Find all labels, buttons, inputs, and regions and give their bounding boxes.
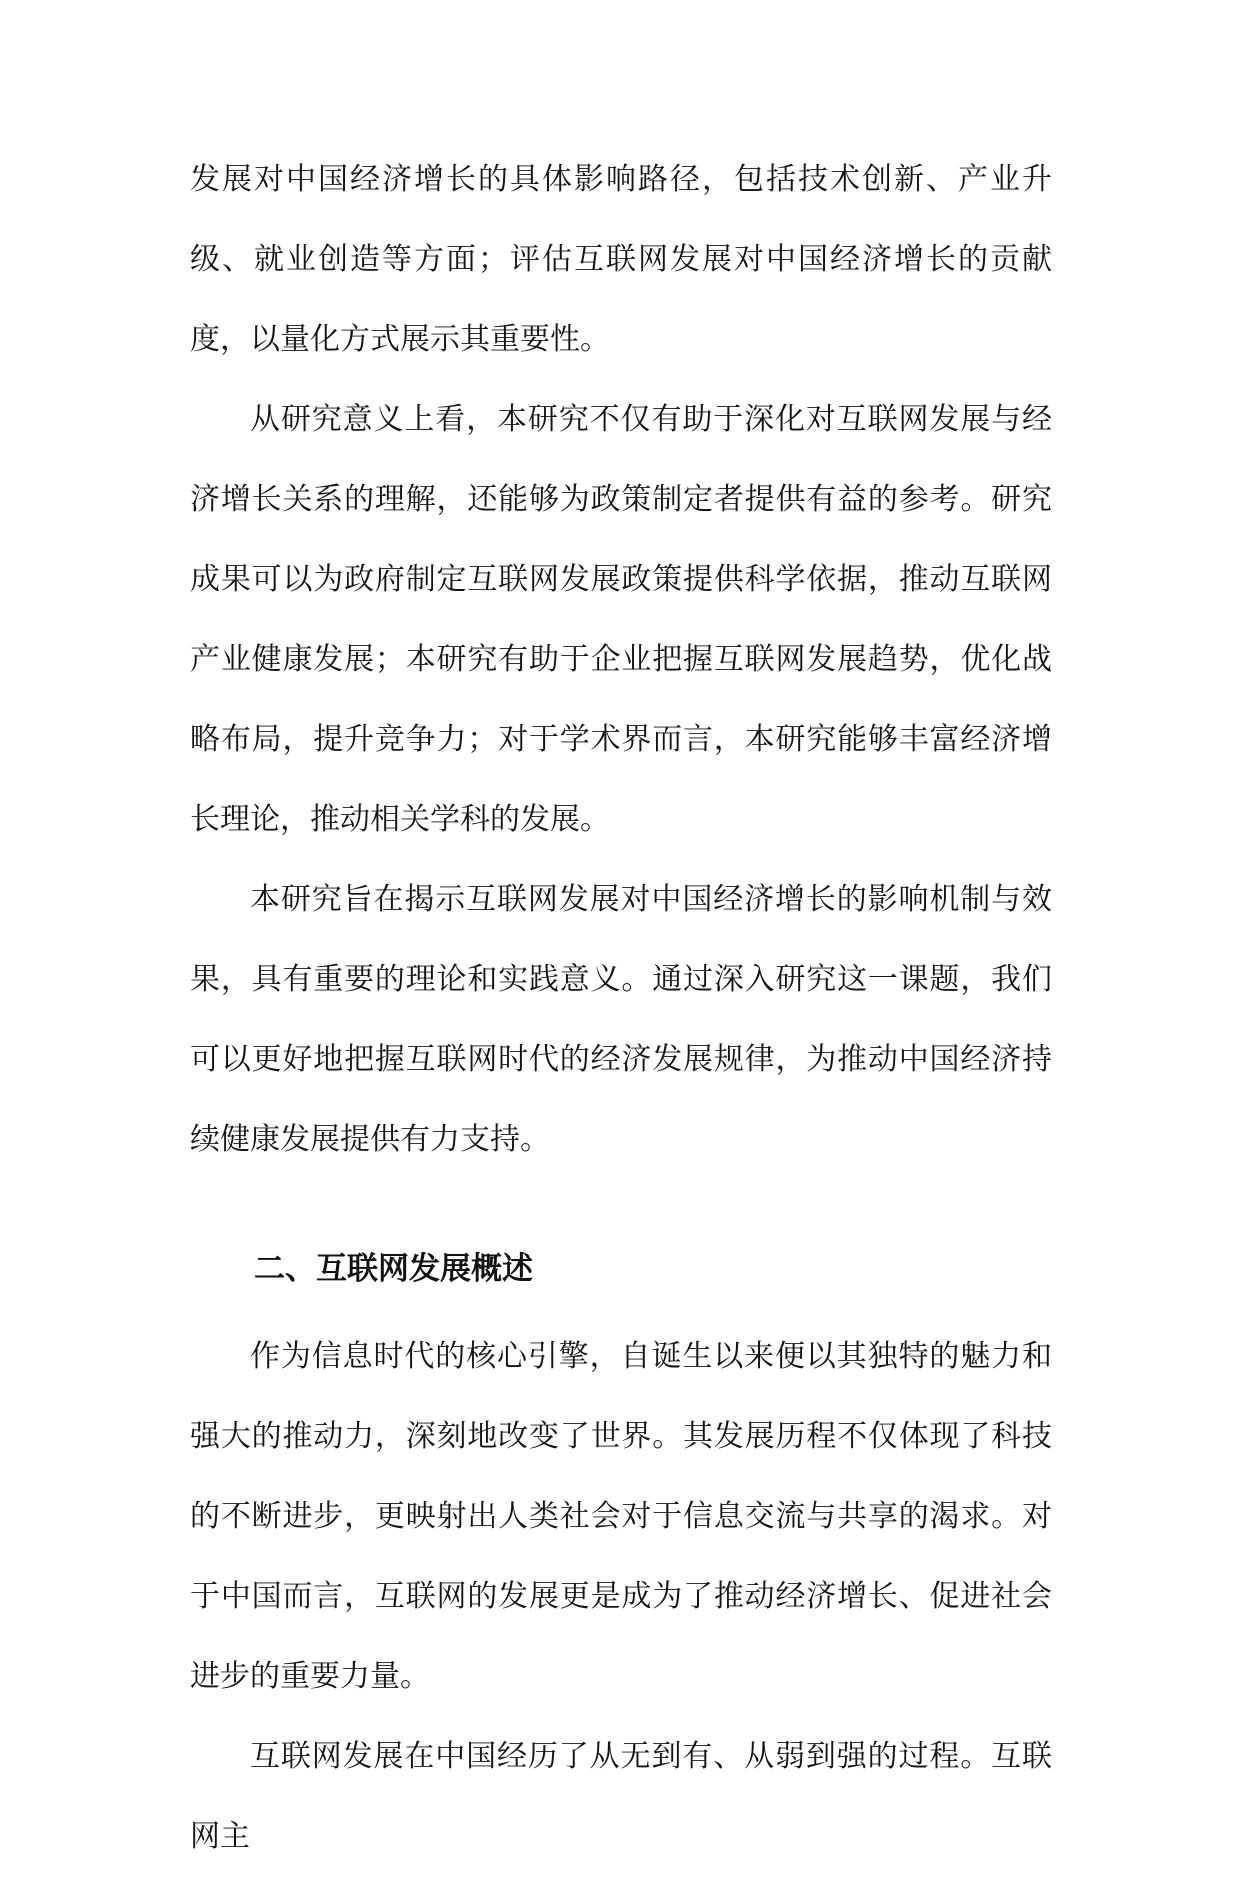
section-heading: 二、互联网发展概述 bbox=[254, 1251, 533, 1287]
document-body bbox=[190, 140, 1052, 1877]
paragraph-internet-overview: 作为信息时代的核心引擎，自诞生以来便以其独特的魅力和强大的推动力，深刻地改变了世界。其发展历程不仅体现了科技的不断进步，更映射出人类社会对于信息交流与共享的渴求。对于中国而言，互联网的发展更是成为了推动经济增长、促进社会进步的重要力量。 bbox=[190, 1339, 1052, 1694]
paragraph-continuation: 发展对中国经济增长的具体影响路径，包括技术创新、产业升级、就业创造等方面；评估互联网发展对中国经济增长的贡献度，以量化方式展示其重要性。 bbox=[190, 162, 1052, 357]
paragraph-research-significance: 从研究意义上看，本研究不仅有助于深化对互联网发展与经济增长关系的理解，还能够为政策制定者提供有益的参考。研究成果可以为政府制定互联网发展政策提供科学依据，推动互联网产业健康发展；本研究有助于企业把握互联网发展趋势，优化战略布局，提升竞争力；对于学术界而言，本研究能够丰富经济增长理论，推动相关学科的发展。 bbox=[190, 402, 1052, 837]
paragraph-research-aim: 本研究旨在揭示互联网发展对中国经济增长的影响机制与效果，具有重要的理论和实践意义。通过深入研究这一课题，我们可以更好地把握互联网时代的经济发展规律，为推动中国经济持续健康发展提供有力支持。 bbox=[190, 882, 1052, 1157]
paragraph-internet-history: 互联网发展在中国经历了从无到有、从弱到强的过程。互联网主 bbox=[190, 1739, 1052, 1854]
